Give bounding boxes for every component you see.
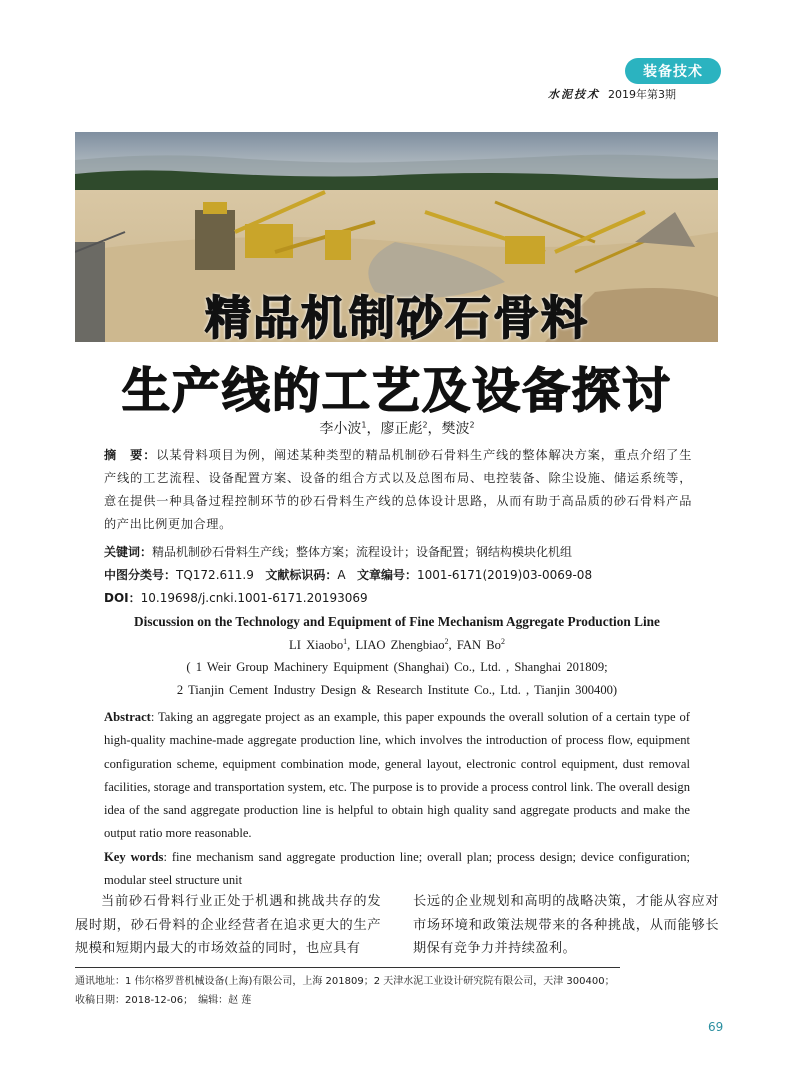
author-name-en: LIAO Zhengbiao [355, 638, 445, 653]
keywords-en-text: : fine mechanism sand aggregate production line; overall plan; process design; device configuration; modular steel structure unit [104, 850, 691, 888]
abstract-cn [104, 444, 692, 536]
doi-value: 10.19698/j.cnki.1001-6171.20193069 [140, 591, 368, 605]
abstract-cn-label: 摘 要： [104, 448, 157, 462]
keywords-cn-text: 精品机制砂石骨料生产线；整体方案；流程设计；设备配置；钢结构模块化机组 [152, 545, 573, 559]
author-name: 廖正彪 [380, 421, 423, 437]
author-name: 樊波 [441, 421, 470, 437]
title-line-2: 生产线的工艺及设备探讨 [121, 363, 672, 419]
author-affiliation: 2 [422, 420, 428, 430]
doc-code-label: 文献标识码： [265, 568, 338, 582]
english-title: Discussion on the Technology and Equipment of Fine Mechanism Aggregate Production Line [134, 614, 660, 629]
abstract-en-text: : Taking an aggregate project as an example, this paper expounds the overall solution of a certain type of high-quality machine-made aggregate production line, which involves the introduction of process flow, equipment configuration scheme, equipment combination mode, general layout, electronic control equipment, dust removal facilities, storage and transportation system, etc. The purpose is to provide a process control link. The overall design idea of the sand aggregate production line is helpful to obtain high quality sand aggregate products and make the output ratio more reasonable. [104, 710, 690, 841]
footnote-address: 通讯地址：1 伟尔格罗普机械设备(上海)有限公司，上海 201809；2 天津水泥工业设计研究院有限公司，天津 300400； [75, 976, 615, 987]
section-badge: 装备技术 [625, 58, 721, 84]
body-column-left: 当前砂石骨料行业正处于机遇和挑战共存的发展时期，砂石骨料的企业经营者在追求更大的生产规模和短期内最大的市场效益的同时，也应具有 [75, 894, 381, 956]
journal-header [548, 86, 676, 102]
article-number-value: 1001-6171(2019)03-0069-08 [417, 568, 593, 582]
author-name: 李小波 [319, 421, 362, 437]
author-affiliation: 1 [361, 420, 367, 430]
author-affiliation-en: 2 [444, 637, 449, 646]
english-authors: LI Xiaobo$^1$, LIAO Zhengbiao$^2$, FAN Bo$^2$ [289, 637, 505, 653]
footnote-rule [75, 967, 620, 968]
doi-label: DOI： [104, 591, 141, 605]
affiliation-1: ( 1 Weir Group Machinery Equipment (Shanghai) Co., Ltd. , Shanghai 201809; [186, 660, 608, 674]
footnote-received: 收稿日期：2018-12-06； 编辑：赵 莲 [75, 995, 252, 1006]
keywords-cn-label: 关键词： [104, 545, 153, 559]
author-name-en: LI Xiaobo [289, 638, 344, 653]
page-number: 69 [708, 1020, 724, 1034]
classification-line [104, 566, 704, 583]
doi-line [104, 589, 704, 606]
doc-code-value: A [337, 568, 346, 582]
author-affiliation-en: 1 [343, 637, 348, 646]
author-affiliation: 2 [469, 420, 475, 430]
author-name-en: FAN Bo [456, 638, 501, 653]
abstract-cn-text: 以某骨料项目为例，阐述某种类型的精品机制砂石骨料生产线的整体解决方案，重点介绍了生产线的工艺流程、设备配置方案、设备的组合方式以及总图布局、电控装备、除尘设施、储运系统等，意在提供一种具备过程控制环节的砂石骨料生产线的总体设计思路，从而有助于高品质的砂石骨料产品的产出比例更加合理。 [104, 448, 692, 531]
journal-issue: 2019年第3期 [608, 88, 676, 101]
clc-value: TQ172.611.9 [176, 568, 254, 582]
clc-label: 中图分类号： [104, 568, 177, 582]
title-line-1: 精品机制砂石骨料 [205, 291, 589, 345]
keywords-en [104, 846, 690, 893]
authors-cn: 李小波$^1$，廖正彪$^2$，樊波$^2$ [319, 420, 475, 437]
keywords-en-label: Key words [104, 850, 164, 864]
abstract-en [104, 706, 690, 846]
affiliation-2: 2 Tianjin Cement Industry Design & Research Institute Co., Ltd. , Tianjin 300400) [176, 683, 618, 697]
journal-name: 水泥技术 [548, 88, 600, 101]
keywords-cn [104, 543, 704, 560]
author-affiliation-en: 2 [500, 637, 505, 646]
article-number-label: 文章编号： [357, 568, 418, 582]
abstract-en-label: Abstract [104, 710, 151, 724]
body-column-right: 长远的企业规划和高明的战略决策，才能从容应对市场环境和政策法规带来的各种挑战，从而能够长期保有竞争力并持续盈利。 [413, 894, 719, 956]
